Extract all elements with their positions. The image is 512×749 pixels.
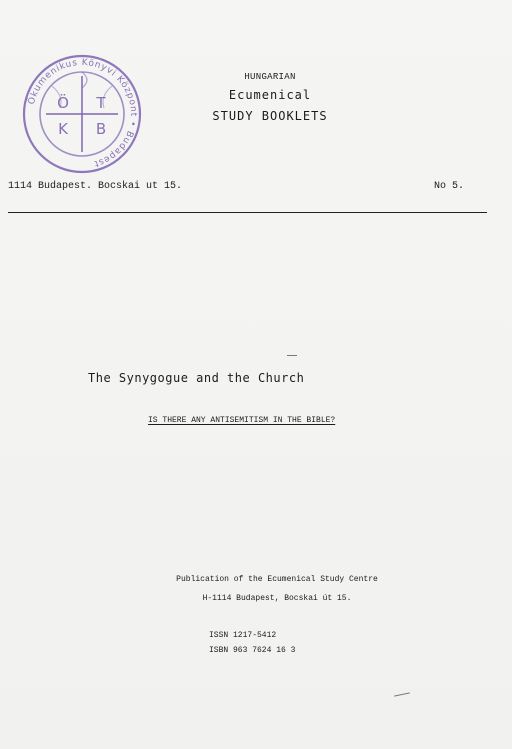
- header-series-type: STUDY BOOKLETS: [212, 109, 328, 123]
- publisher-name: Publication of the Ecumenical Study Centre: [176, 575, 378, 584]
- publication-info: [157, 575, 397, 613]
- stamp-letter-k: K: [58, 120, 68, 138]
- library-stamp: [20, 52, 144, 176]
- stamp-letter-b: B: [95, 120, 107, 138]
- publication-meta-row: [8, 181, 464, 192]
- booklet-subtitle: IS THERE ANY ANTISEMITISM IN THE BIBLE?: [148, 416, 336, 425]
- series-header: [170, 72, 370, 123]
- stamp-letter-o: Ö: [57, 94, 69, 112]
- issn-number: ISSN 1217-5412: [209, 631, 277, 640]
- identifier-block: [209, 628, 295, 658]
- booklet-title: The Synygogue and the Church: [88, 371, 305, 385]
- booklet-number: No 5.: [433, 181, 464, 192]
- isbn-number: ISBN 963 7624 16 3: [209, 646, 296, 655]
- header-country: HUNGARIAN: [244, 72, 296, 82]
- publisher-address-full: H-1114 Budapest, Bocskai út 15.: [202, 594, 352, 603]
- stamp-ring-text: Ökumenikus Könyvi Központ • Budapest: [26, 57, 139, 169]
- header-series-name: Ecumenical: [228, 88, 312, 102]
- faint-dash-mark: [287, 355, 297, 356]
- publisher-address: 1114 Budapest. Bocskai ut 15.: [8, 181, 183, 192]
- corner-mark: [394, 692, 410, 696]
- stamp-letter-t: T: [96, 94, 106, 112]
- header-divider: [8, 212, 487, 213]
